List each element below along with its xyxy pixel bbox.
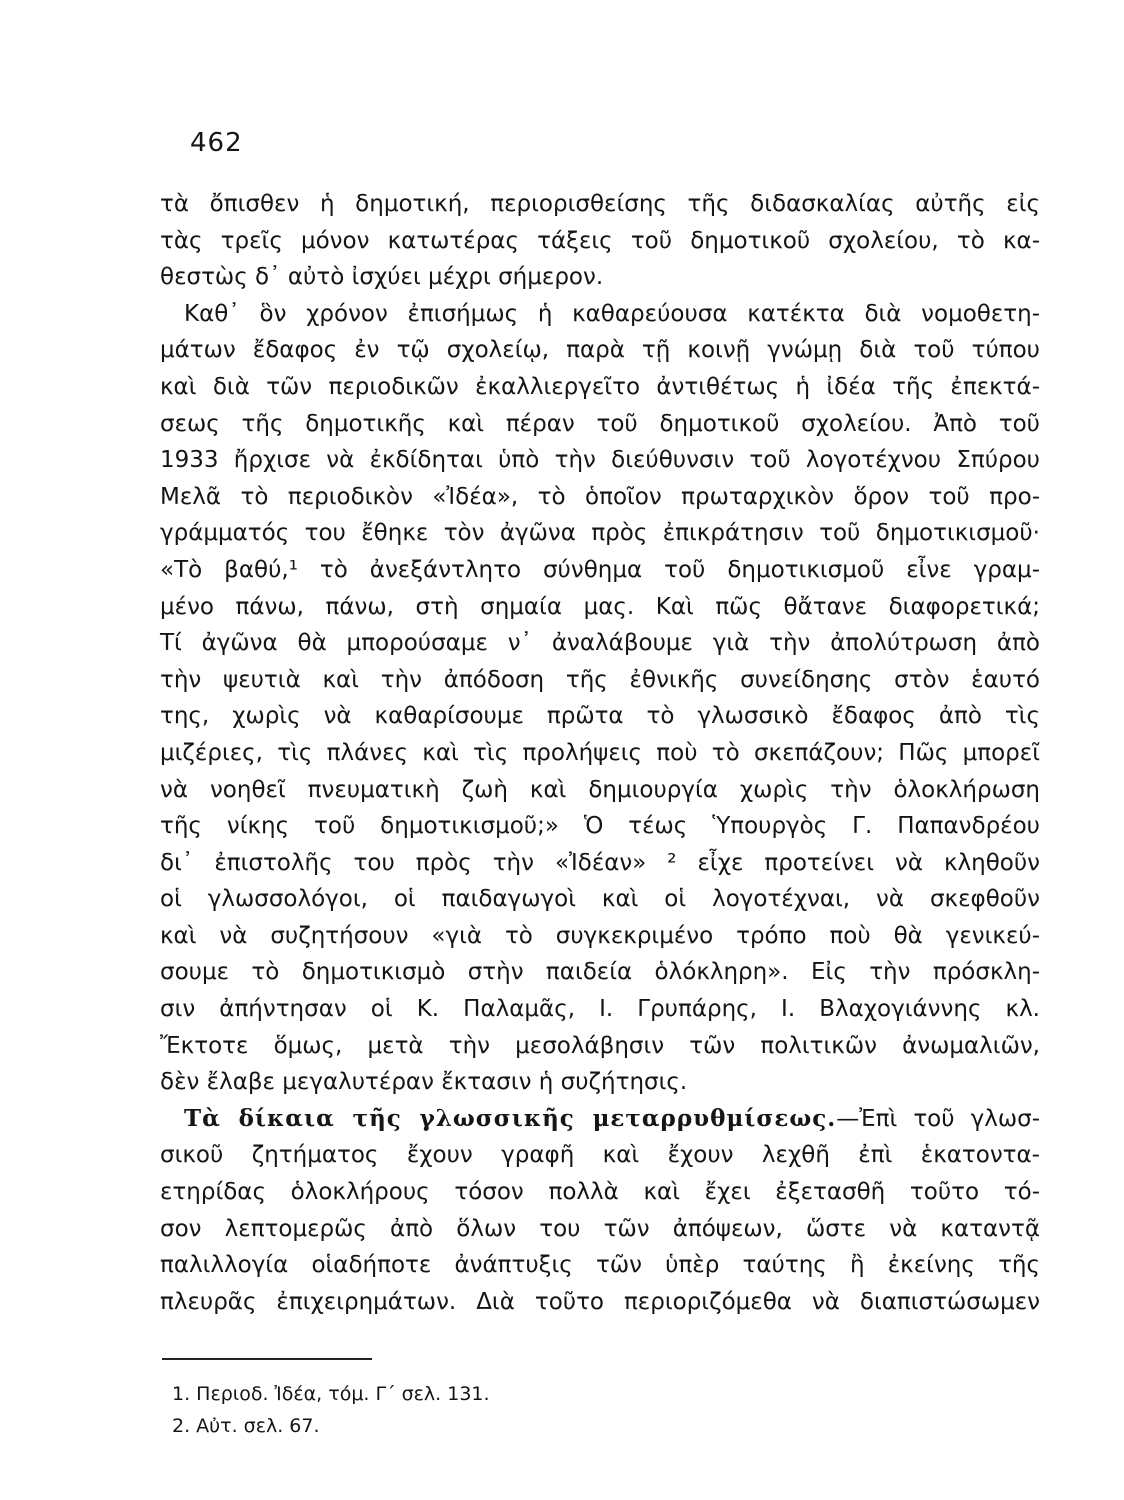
text-line: νὰ νοηθεῖ πνευματικὴ ζωὴ καὶ δημιουργία χωρὶς τὴν ὁλοκλήρωση [160, 776, 1040, 803]
text-line: Τί ἀγῶνα θὰ μπορούσαμε ν᾽ ἀναλάβουμε γιὰ τὴν ἀπολύτρωση ἀπὸ [160, 630, 1040, 657]
text-line: θεστὼς δ᾽ αὐτὸ ἰσχύει μέχρι σήμερον. [160, 264, 604, 291]
text-line: μένο πάνω, πάνω, στὴ σημαία μας. Καὶ πῶς θἄτανε διαφορετικά; [160, 593, 1040, 620]
text-line: σουμε τὸ δημοτικισμὸ στὴν παιδεία ὁλόκληρη». Εἰς τὴν πρόσκλη- [160, 959, 1040, 986]
text-line: οἱ γλωσσολόγοι, οἱ παιδαγωγοὶ καὶ οἱ λογοτέχναι, νὰ σκεφθοῦν [160, 886, 1040, 913]
text-line: τὴν ψευτιὰ καὶ τὴν ἀπόδοση τῆς ἐθνικῆς συνείδησης στὸν ἑαυτό [160, 666, 1040, 693]
footnotes [172, 1378, 490, 1442]
section-heading: Τὰ δίκαια τῆς γλωσσικῆς μεταρρυθμίσεως. [184, 1104, 837, 1132]
text-line: τὰς τρεῖς μόνον κατωτέρας τάξεις τοῦ δημοτικοῦ σχολείου, τὸ κα- [160, 227, 1040, 254]
text-line: δι᾽ ἐπιστολῆς του πρὸς τὴν «Ἰδέαν» ² εἶχε προτείνει νὰ κληθοῦν [160, 849, 1040, 876]
text-line: σον λεπτομερῶς ἀπὸ ὅλων του τῶν ἀπόψεων, ὥστε νὰ καταντᾷ [160, 1215, 1040, 1242]
text-line: γράμματός του ἔθηκε τὸν ἀγῶνα πρὸς ἐπικράτησιν τοῦ δημοτικισμοῦ· [160, 520, 1040, 547]
text-line: καὶ νὰ συζητήσουν «γιὰ τὸ συγκεκριμένο τρόπο ποὺ θὰ γενικεύ- [160, 922, 1040, 949]
text-line: της, χωρὶς νὰ καθαρίσουμε πρῶτα τὸ γλωσσικὸ ἔδαφος ἀπὸ τὶς [160, 703, 1040, 730]
text-line: Καθ᾽ ὃν χρόνον ἐπισήμως ἡ καθαρεύουσα κατέκτα διὰ νομοθετη- [184, 300, 1040, 327]
body-text [160, 186, 1040, 1320]
page-number: 462 [190, 128, 243, 158]
footnote: 1. Περιοδ. Ἰδέα, τόμ. Γ΄ σελ. 131. [172, 1383, 490, 1405]
text-line: δὲν ἔλαβε μεγαλυτέραν ἔκτασιν ἡ συζήτησις. [160, 1069, 688, 1096]
text-line: καὶ διὰ τῶν περιοδικῶν ἐκαλλιεργεῖτο ἀντιθέτως ἡ ἰδέα τῆς ἐπεκτά- [160, 373, 1040, 400]
text-line: τῆς νίκης τοῦ δημοτικισμοῦ;» Ὁ τέως Ὑπουργὸς Γ. Παπανδρέου [160, 813, 1040, 840]
text-line: Ἔκτοτε ὅμως, μετὰ τὴν μεσολάβησιν τῶν πολιτικῶν ἀνωμαλιῶν, [160, 1032, 1040, 1059]
text-line: μάτων ἔδαφος ἐν τῷ σχολείῳ, παρὰ τῇ κοινῇ γνώμῃ διὰ τοῦ τύπου [160, 337, 1040, 364]
text-line: σιν ἀπήντησαν οἱ Κ. Παλαμᾶς, Ι. Γρυπάρης, Ι. Βλαχογιάννης κλ. [160, 996, 1040, 1023]
text-line: «Τὸ βαθύ,¹ τὸ ἀνεξάντλητο σύνθημα τοῦ δημοτικισμοῦ εἶνε γραμ- [160, 556, 1040, 583]
text-line: τὰ ὄπισθεν ἡ δημοτική, περιορισθείσης τῆς διδασκαλίας αὐτῆς εἰς [160, 191, 1040, 217]
text-line: σεως τῆς δημοτικῆς καὶ πέραν τοῦ δημοτικοῦ σχολείου. Ἀπὸ τοῦ [160, 410, 1040, 437]
text-line: σικοῦ ζητήματος ἔχουν γραφῆ καὶ ἔχουν λεχθῆ ἐπὶ ἑκατοντα- [160, 1142, 1040, 1169]
text-line: μιζέριες, τὶς πλάνες καὶ τὶς προλήψεις ποὺ τὸ σκεπάζουν; Πῶς μπορεῖ [160, 739, 1040, 766]
section-heading-continuation: —Ἐπὶ τοῦ γλωσ- [836, 1105, 1040, 1132]
text-line: ετηρίδας ὁλοκλήρους τόσον πολλὰ καὶ ἔχει ἐξετασθῆ τοῦτο τό- [160, 1179, 1040, 1206]
text-line: Μελᾶ τὸ περιοδικὸν «Ἰδέα», τὸ ὁποῖον πρωταρχικὸν ὅρον τοῦ προ- [160, 483, 1040, 510]
text-line: παλιλλογία οἱαδήποτε ἀνάπτυξις τῶν ὑπὲρ ταύτης ἢ ἐκείνης τῆς [160, 1252, 1040, 1279]
footnote: 2. Αὐτ. σελ. 67. [172, 1415, 320, 1437]
text-line: 1933 ἤρχισε νὰ ἐκδίδηται ὑπὸ τὴν διεύθυνσιν τοῦ λογοτέχνου Σπύρου [160, 447, 1040, 474]
section-heading-line [160, 1101, 1040, 1138]
footnote-divider [162, 1358, 372, 1360]
text-line: πλευρᾶς ἐπιχειρημάτων. Διὰ τοῦτο περιοριζόμεθα νὰ διαπιστώσωμεν [160, 1288, 1040, 1315]
